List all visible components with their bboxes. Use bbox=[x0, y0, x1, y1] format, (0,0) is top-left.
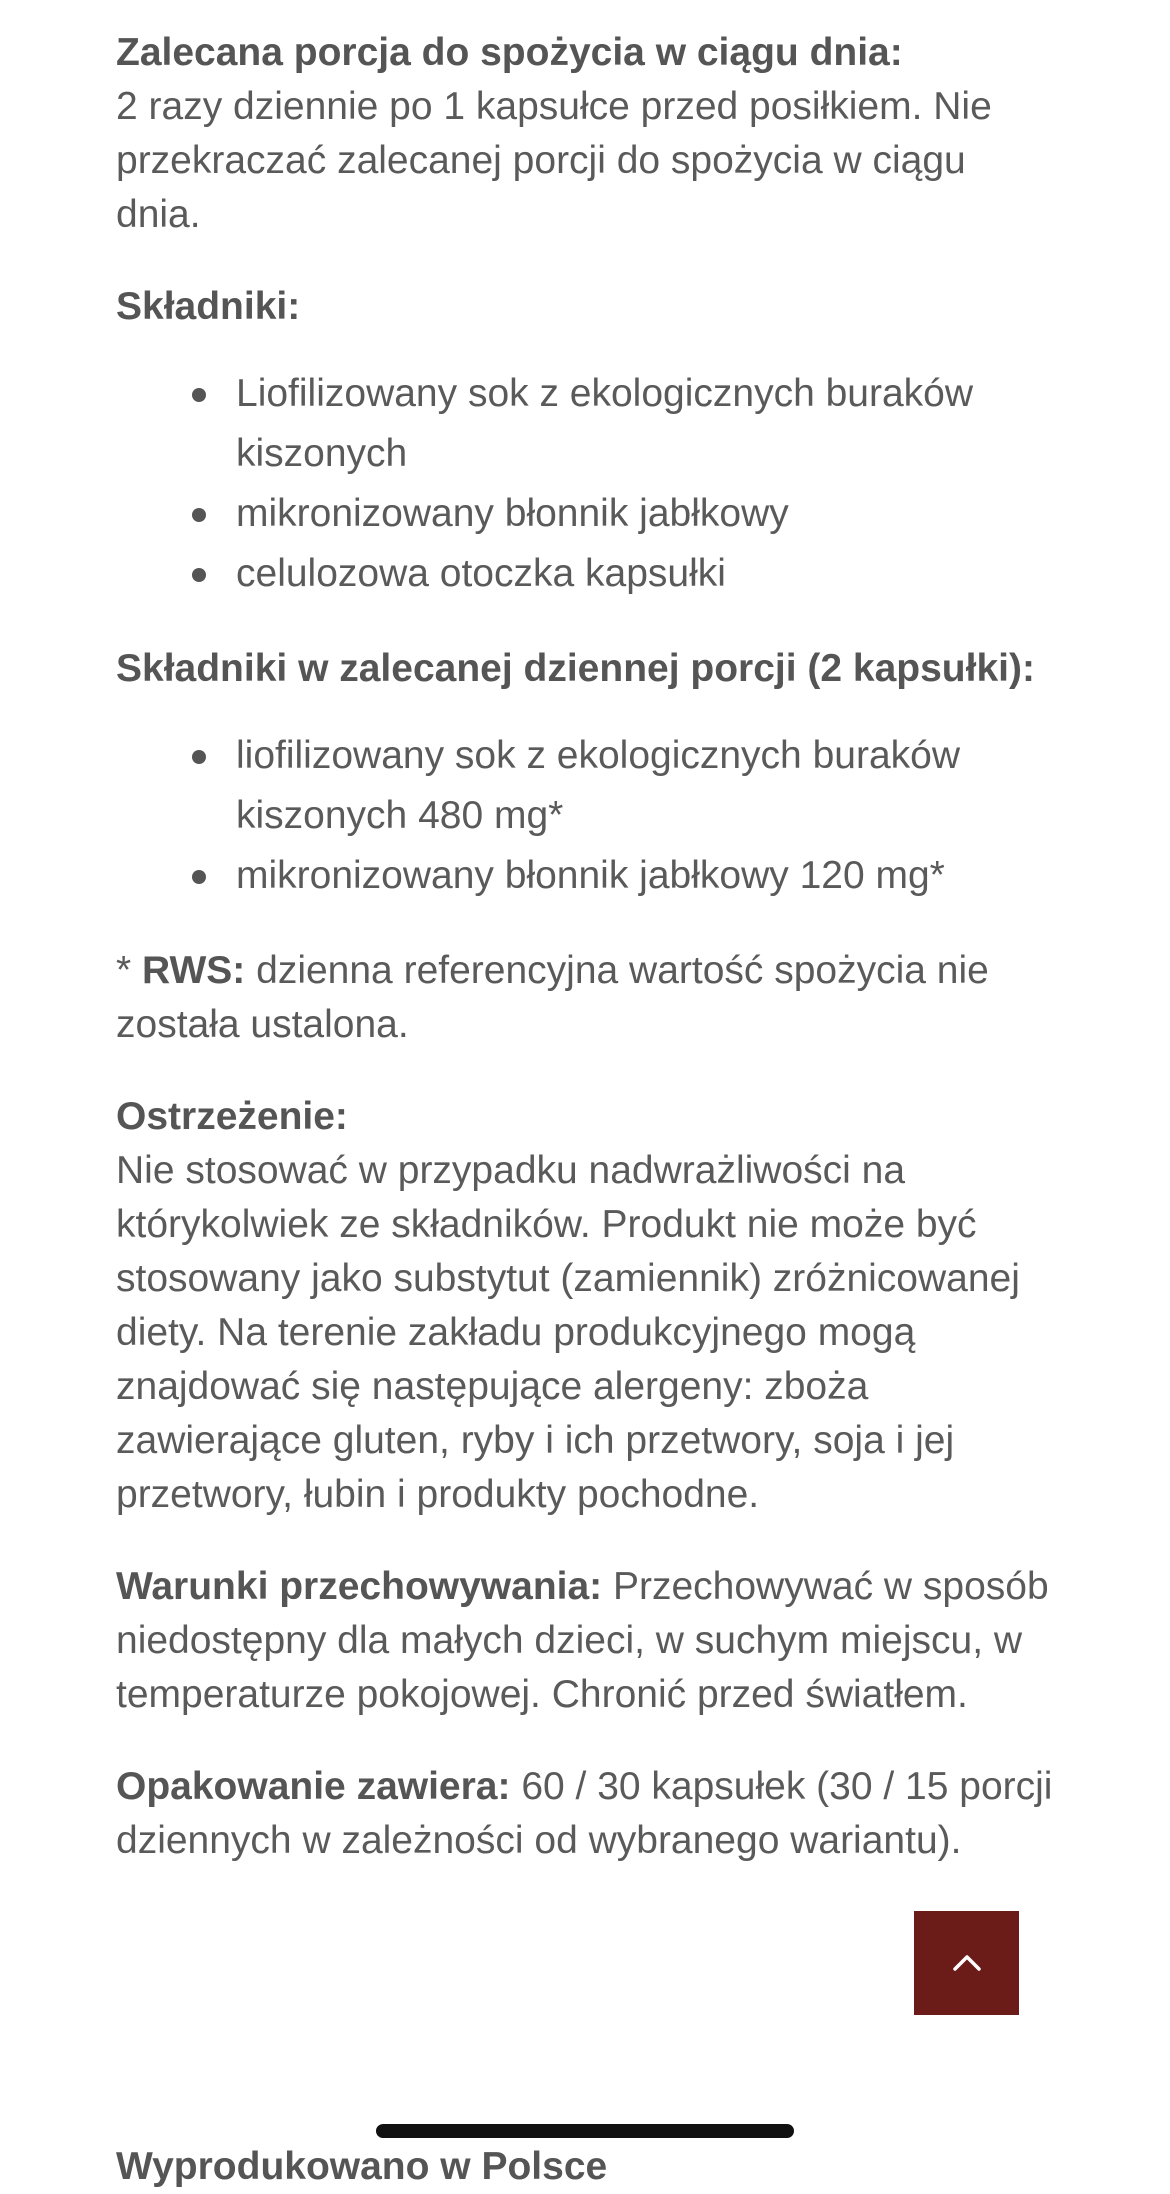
product-description bbox=[116, 26, 1056, 1906]
list-item: liofilizowany sok z ekologicznych buraków kiszonych 480 mg* bbox=[236, 726, 1056, 846]
next-heading-partial: Wyprodukowano w Polsce bbox=[116, 2145, 608, 2188]
warning-heading: Ostrzeżenie: bbox=[116, 1095, 348, 1138]
daily-portion-section bbox=[116, 642, 1056, 696]
rws-note bbox=[116, 944, 1056, 1052]
ingredients-list bbox=[116, 364, 1056, 604]
dose-text: 2 razy dziennie po 1 kapsułce przed posiłkiem. Nie przekraczać zalecanej porcji do spożycia w ciągu dnia. bbox=[116, 85, 992, 236]
package-text: 60 / 30 kapsułek (30 / 15 porcji dziennych w zależności od wybranego wariantu). bbox=[116, 1765, 1053, 1862]
list-item: mikronizowany błonnik jabłkowy 120 mg* bbox=[236, 846, 1056, 906]
storage-section bbox=[116, 1560, 1056, 1722]
package-section bbox=[116, 1760, 1056, 1868]
storage-text: Przechowywać w sposób niedostępny dla małych dzieci, w suchym miejscu, w temperaturze pokojowej. Chronić przed światłem. bbox=[116, 1565, 1049, 1716]
rws-label: RWS: bbox=[142, 949, 246, 992]
list-item: mikronizowany błonnik jabłkowy bbox=[236, 484, 1056, 544]
chevron-up-icon bbox=[952, 1953, 982, 1973]
list-item: Liofilizowany sok z ekologicznych buraków kiszonych bbox=[236, 364, 1056, 484]
daily-portion-heading: Składniki w zalecanej dziennej porcji (2 kapsułki): bbox=[116, 647, 1035, 690]
storage-label: Warunki przechowywania: bbox=[116, 1565, 603, 1608]
ingredients-heading: Składniki: bbox=[116, 285, 301, 328]
rws-text: dzienna referencyjna wartość spożycia nie została ustalona. bbox=[116, 949, 989, 1046]
warning-section bbox=[116, 1090, 1056, 1522]
rws-prefix: * bbox=[116, 949, 143, 992]
ingredients-section bbox=[116, 280, 1056, 334]
scroll-to-top-button[interactable] bbox=[914, 1911, 1019, 2015]
package-label: Opakowanie zawiera: bbox=[116, 1765, 511, 1808]
daily-portion-list bbox=[116, 726, 1056, 906]
list-item: celulozowa otoczka kapsułki bbox=[236, 544, 1056, 604]
home-indicator bbox=[376, 2124, 794, 2138]
warning-text: Nie stosować w przypadku nadwrażliwości na którykolwiek ze składników. Produkt nie może być stosowany jako substytut (zamiennik) zróżnicowanej diety. Na terenie zakładu produkcyjnego mogą znajdować się następujące alergeny: zboża zawierające gluten, ryby i ich przetwory, soja i jej przetwory, łubin i produkty pochodne. bbox=[116, 1149, 1020, 1516]
dose-heading: Zalecana porcja do spożycia w ciągu dnia: bbox=[116, 31, 903, 74]
dose-section bbox=[116, 26, 1056, 242]
